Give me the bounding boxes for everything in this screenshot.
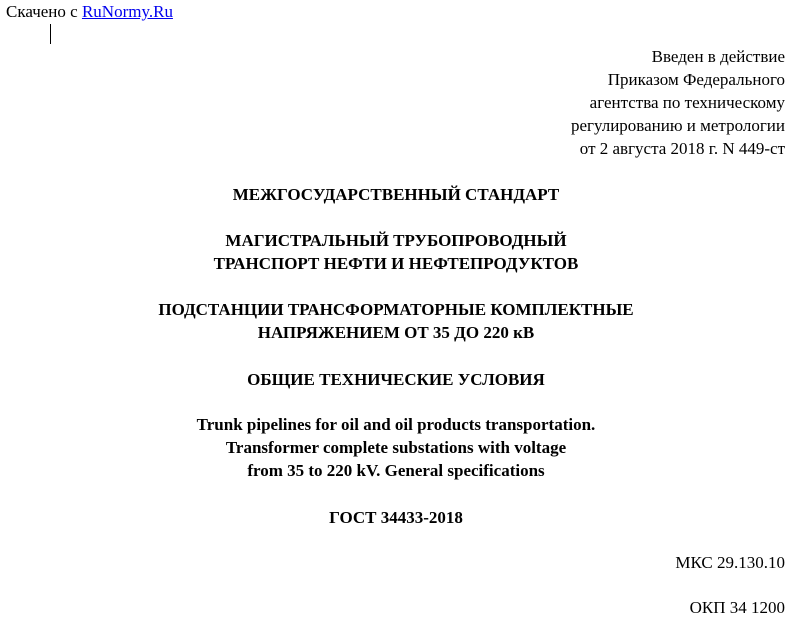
- enactment-line: Введен в действие: [651, 47, 785, 66]
- text-cursor: [50, 24, 51, 44]
- standard-number: [0, 506, 792, 529]
- mks-code: МКС 29.130.10: [675, 553, 785, 572]
- english-title: [0, 413, 792, 482]
- enactment-line: от 2 августа 2018 г. N 449-ст: [579, 139, 785, 158]
- english-title-line: Trunk pipelines for oil and oil products transportation.: [196, 415, 596, 434]
- title-line: ПОДСТАНЦИИ ТРАНСФОРМАТОРНЫЕ КОМПЛЕКТНЫЕ: [158, 300, 634, 319]
- standard-number-text: ГОСТ 34433-2018: [329, 508, 463, 527]
- source-prefix: Скачено с: [6, 2, 82, 21]
- enactment-note: [571, 45, 785, 160]
- standard-type-heading: [0, 183, 792, 206]
- general-specs-heading: [0, 368, 792, 391]
- title-line: НАПРЯЖЕНИЕМ ОТ 35 ДО 220 кВ: [257, 323, 535, 342]
- subject-line: ТРАНСПОРТ НЕФТИ И НЕФТЕПРОДУКТОВ: [213, 254, 579, 273]
- general-specs-text: ОБЩИЕ ТЕХНИЧЕСКИЕ УСЛОВИЯ: [247, 370, 545, 389]
- enactment-line: регулированию и метрологии: [570, 116, 785, 135]
- document-title: [0, 298, 792, 344]
- source-line: [6, 1, 173, 23]
- enactment-line: Приказом Федерального: [607, 70, 785, 89]
- enactment-line: агентства по техническому: [589, 93, 785, 112]
- english-title-line: from 35 to 220 kV. General specifications: [247, 461, 545, 480]
- okp-code: ОКП 34 1200: [689, 598, 785, 617]
- subject-line: МАГИСТРАЛЬНЫЙ ТРУБОПРОВОДНЫЙ: [225, 231, 567, 250]
- runormy-link[interactable]: RuNormy.Ru: [81, 2, 173, 21]
- subject-heading: [0, 229, 792, 275]
- english-title-line: Transformer complete substations with voltage: [225, 438, 567, 457]
- standard-type-text: МЕЖГОСУДАРСТВЕННЫЙ СТАНДАРТ: [232, 185, 560, 204]
